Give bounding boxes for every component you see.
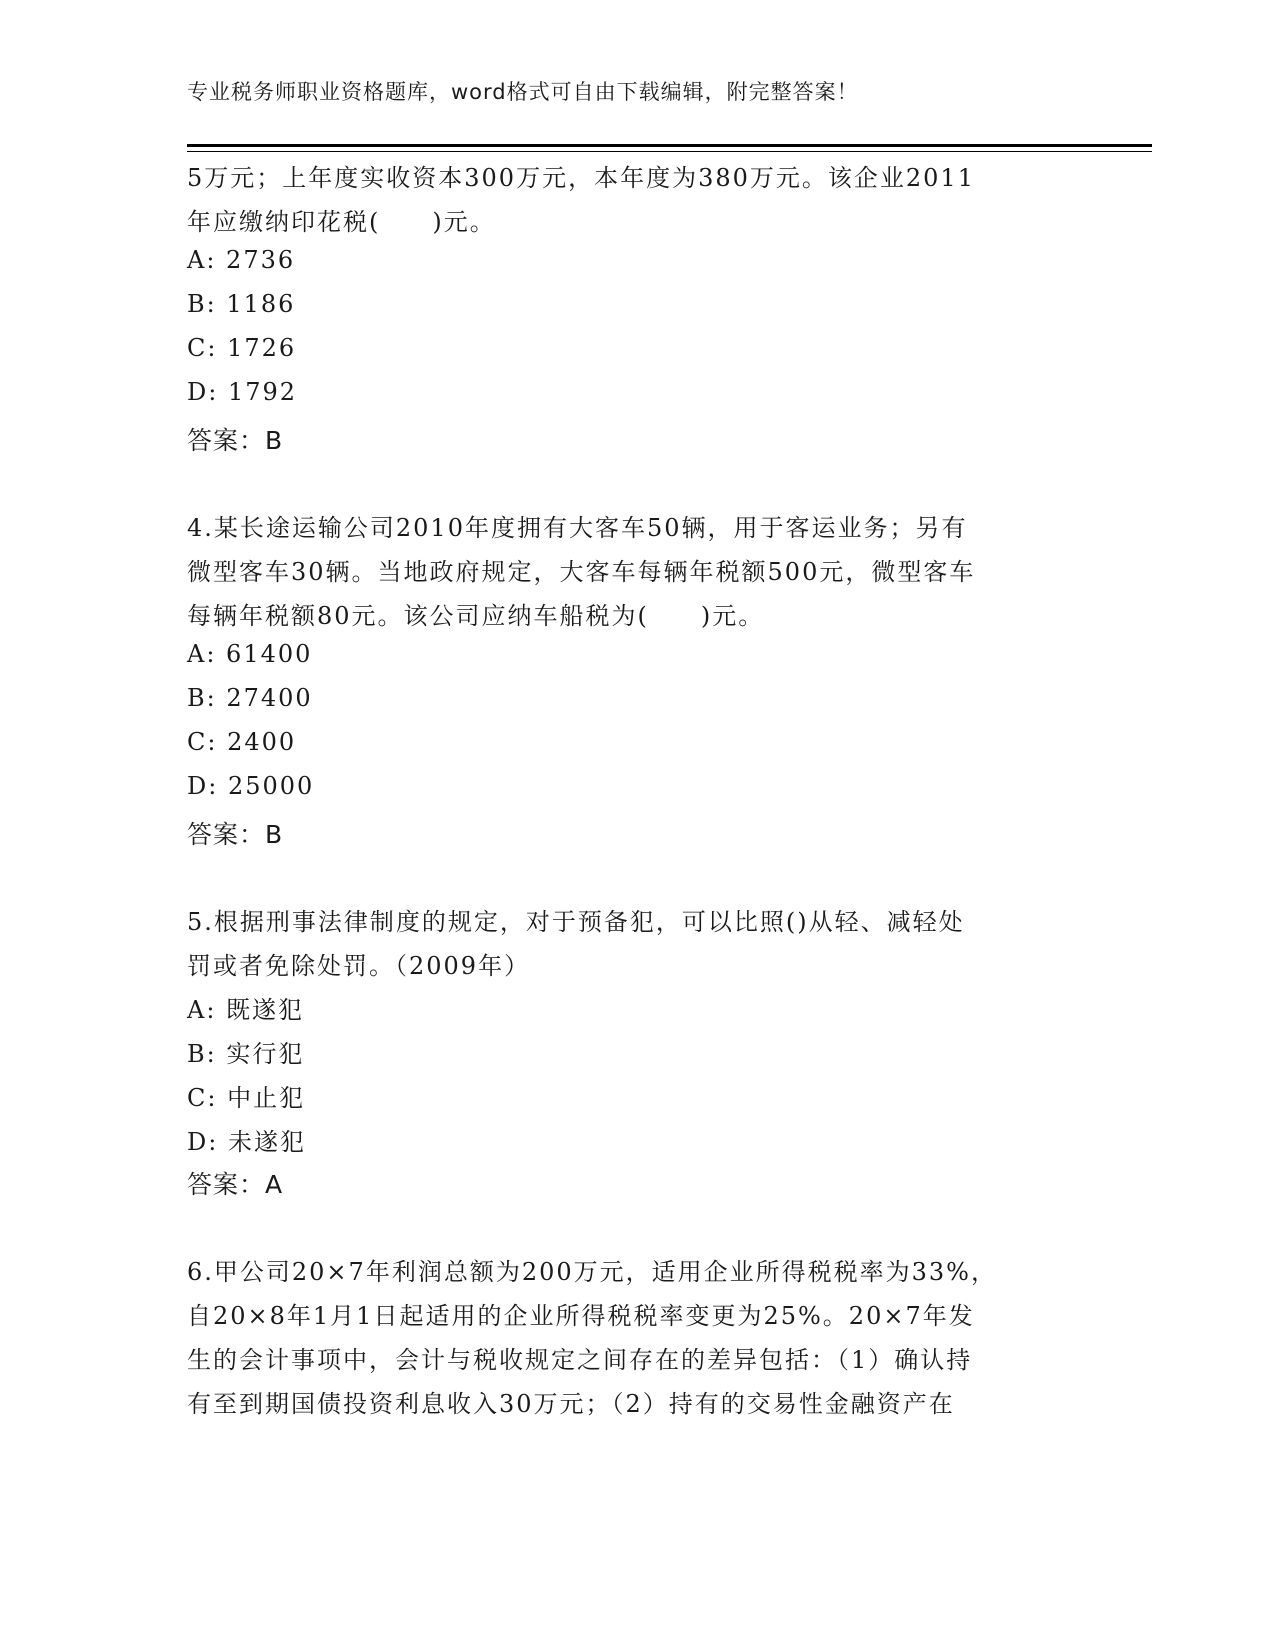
question-3-line-2: 年应缴纳印花税( )元。 [187, 208, 496, 236]
question-3-line-1: 5万元；上年度实收资本300万元，本年度为380万元。该企业2011 [187, 164, 975, 192]
header-divider-thick [187, 144, 1152, 147]
question-4-line-1: 4.某长途运输公司2010年度拥有大客车50辆，用于客运业务；另有 [187, 514, 968, 542]
question-4-line-2: 微型客车30辆。当地政府规定，大客车每辆年税额500元，微型客车 [187, 558, 976, 586]
question-5-option-d: D: 未遂犯 [187, 1128, 306, 1156]
question-6-line-4: 有至到期国债投资利息收入30万元；（2）持有的交易性金融资产在 [187, 1390, 955, 1418]
question-4-option-c: C: 2400 [187, 728, 297, 756]
question-5-answer: 答案：A [187, 1170, 284, 1199]
question-4-line-3: 每辆年税额80元。该公司应纳车船税为( )元。 [187, 602, 765, 630]
question-5-line-1: 5.根据刑事法律制度的规定，对于预备犯，可以比照()从轻、减轻处 [187, 908, 965, 936]
question-4-answer: 答案：B [187, 820, 284, 849]
page-header: 专业税务师职业资格题库，word格式可自由下载编辑，附完整答案！ [187, 80, 859, 104]
question-3-option-c: C: 1726 [187, 334, 297, 362]
question-5-option-c: C: 中止犯 [187, 1084, 306, 1112]
question-5-option-b: B: 实行犯 [187, 1040, 305, 1068]
question-6-line-1: 6.甲公司20×7年利润总额为200万元，适用企业所得税税率为33%， [187, 1258, 997, 1286]
header-divider-thin [187, 151, 1152, 152]
question-3-option-a: A: 2736 [187, 246, 296, 274]
question-6-line-3: 生的会计事项中，会计与税收规定之间存在的差异包括：（1）确认持 [187, 1346, 973, 1374]
question-5-option-a: A: 既遂犯 [187, 996, 305, 1024]
question-3-option-b: B: 1186 [187, 290, 296, 318]
question-3-answer: 答案：B [187, 426, 284, 455]
question-4-option-a: A: 61400 [187, 640, 313, 668]
question-3-option-d: D: 1792 [187, 378, 298, 406]
question-4-option-b: B: 27400 [187, 684, 313, 712]
question-4-option-d: D: 25000 [187, 772, 315, 800]
question-6-line-2: 自20×8年1月1日起适用的企业所得税税率变更为25%。20×7年发 [187, 1302, 975, 1330]
question-5-line-2: 罚或者免除处罚。（2009年） [187, 952, 531, 980]
